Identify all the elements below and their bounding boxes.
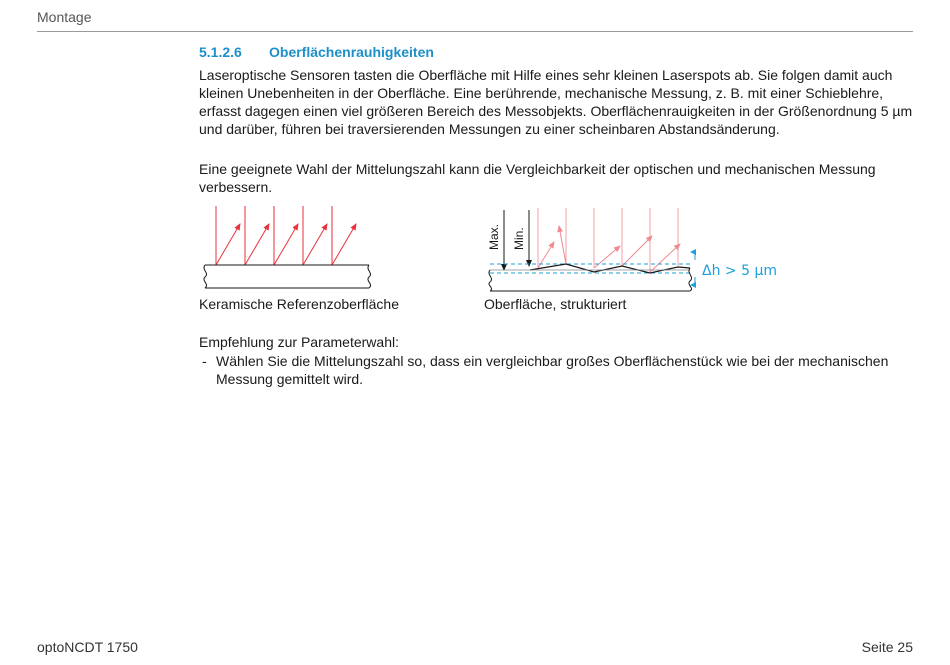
- footer-page-number: Seite 25: [861, 639, 913, 655]
- header-divider: [37, 31, 913, 32]
- reflected-laser-beams: [216, 224, 356, 265]
- section-number: 5.1.2.6: [199, 44, 242, 60]
- figure-structured-surface: [484, 200, 784, 292]
- list-item: [199, 352, 915, 388]
- max-label: Max.: [487, 223, 501, 250]
- paragraph-averaging: Eine geeignete Wahl der Mittelungszahl kann die Vergleichbarkeit der optischen und mechanischen Messung verbessern.: [199, 161, 876, 195]
- list-bullet: -: [202, 353, 207, 369]
- reference-surface-block: [204, 265, 371, 288]
- paragraph-intro: Laseroptische Sensoren tasten die Oberfläche mit Hilfe eines sehr kleinen Laserspots ab. Sie folgen damit auch kleinen Unebenheiten in der Oberfläche. Eine berührende, mechanische Messung, z. B. mit einer Schieblehre, erfasst dagegen einen viel größeren Bereich des Messobjekts. Oberflächenrauigkeiten in der Größenordnung 5 µm und darüber, führen bei traversierenden Messungen zu einer scheinbaren Abstandsänderung.: [199, 67, 913, 137]
- list-item-text: Wählen Sie die Mittelungszahl so, dass ein vergleichbar großes Oberflächenstück wie bei der mechanischen Messung gemittelt wird.: [216, 353, 889, 387]
- running-header: Montage: [37, 9, 92, 25]
- delta-h-label: Δh > 5 µm: [702, 263, 777, 279]
- section-heading: [199, 44, 434, 60]
- caption-structured-surface: Oberfläche, strukturiert: [484, 296, 627, 312]
- min-label: Min.: [512, 227, 526, 250]
- structured-surface-block: [489, 264, 692, 291]
- figure-reference-surface: [199, 200, 379, 292]
- caption-reference-surface: Keramische Referenzoberfläche: [199, 296, 399, 312]
- recommendation-list: [199, 352, 915, 388]
- section-title: Oberflächenrauhigkeiten: [269, 44, 434, 60]
- recommendation-title: Empfehlung zur Parameterwahl:: [199, 334, 399, 350]
- footer-product: optoNCDT 1750: [37, 639, 138, 655]
- incident-laser-beams: [538, 208, 678, 272]
